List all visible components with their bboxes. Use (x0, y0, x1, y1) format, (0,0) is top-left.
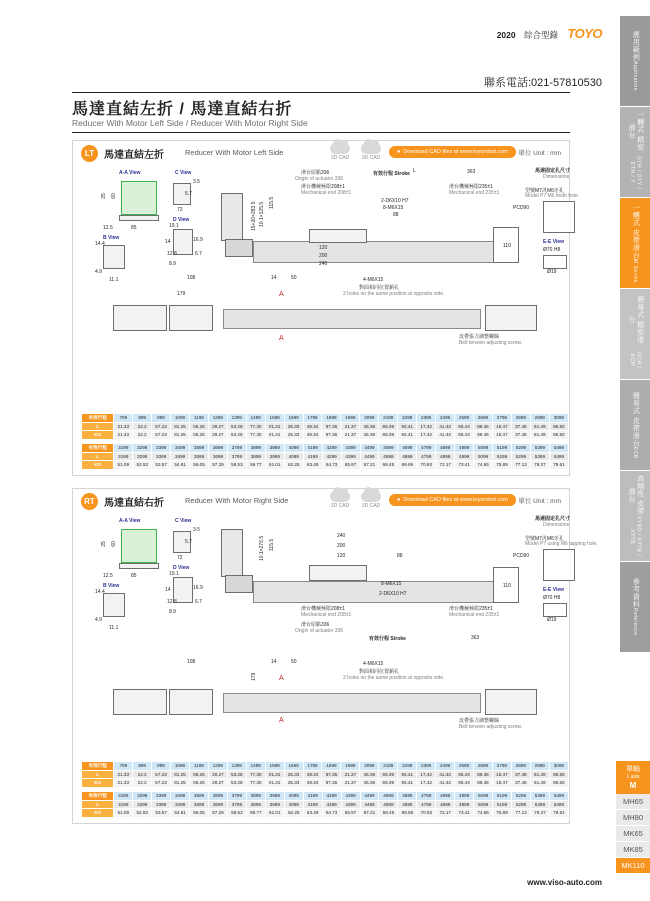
dim-4p9-left: 4.9 (95, 269, 102, 275)
view-label-ee-left: E-E View (543, 239, 565, 245)
download-icon: ● (397, 149, 401, 155)
dim-25-left: 25 (100, 193, 107, 199)
flange-left (543, 201, 575, 233)
dim-11p1-left: 11.1 (109, 277, 119, 283)
motor-left (221, 193, 243, 241)
header-catalog: 綜合型錄 (523, 30, 558, 40)
reducer-left (225, 239, 253, 257)
dim-72-right: 72 (177, 555, 183, 561)
header-year: 2020 (496, 30, 516, 40)
pcd-left: PCD90 (513, 205, 530, 211)
dim-60-left: 60 (110, 193, 117, 199)
dim-3p5-c-right: 3.5 (193, 527, 200, 533)
th-L-r1: L (82, 770, 114, 779)
stroke-label-left: 有效行程 Stroke (373, 171, 410, 177)
cad-2d-right[interactable] (327, 491, 353, 509)
download-cad-label: Download CAD files at www.toyorobot.com (403, 497, 508, 503)
model-mh80[interactable]: MH80 (616, 810, 650, 826)
carriage-left (309, 229, 367, 243)
dim-19p1-right: 19.1 (169, 571, 179, 577)
dim-14b-left: 14 (271, 275, 277, 281)
th-L: L (82, 422, 114, 431)
axis-code: M (629, 780, 637, 790)
dim-14-right: 14 (165, 587, 171, 593)
dim-72-left: 72 (177, 207, 183, 213)
tab-label-en: ECB (632, 446, 639, 459)
hole-2d6-right: 2-D6X10 H7 (379, 591, 407, 597)
dim-363-left: 363 (467, 169, 476, 175)
th-KG-r2: KG (82, 809, 114, 818)
origin-en-right: Origin of actuator 336 (295, 628, 344, 634)
th-L-2: L (82, 452, 114, 461)
page-title: 馬達直結左折 / 馬達直結右折 (72, 101, 293, 118)
mount-note1-right: 型號M7汎M6牙孔 (525, 536, 564, 542)
cad-3d-left[interactable] (358, 143, 384, 161)
dim-12p8-right: 12.8 (167, 599, 177, 605)
cad-3d-label: 3D CAD (361, 503, 381, 509)
dia19-left: Ø19 (547, 269, 557, 275)
view-label-d-left: D View (173, 217, 190, 223)
tab-label-zh: 簡易式 精密滑台 (628, 295, 644, 344)
tab-label-zh: 參考資料 (632, 578, 640, 609)
mech-end-right-zh-right: 滑台機械極限235±1 (449, 606, 493, 612)
view-label-c-right: C View (175, 518, 192, 524)
bottom-reducer-right (169, 689, 213, 715)
dim-200-right: 200 (337, 543, 346, 549)
hole-4m6-l2-right: 2 holes on the same position at opposite side. (343, 675, 445, 681)
tab-label-zh: 一體式 皮帶滑台 (632, 203, 640, 259)
rail-profile-left (253, 241, 503, 263)
mount-note2-left: Model P7 M6 tooth hole. (525, 193, 580, 199)
dim-11p1-right: 11.1 (109, 625, 119, 631)
belt-zh-left: 皮帶張力調整螺絲 (459, 334, 500, 340)
tab-label-zh: 簡易式 皮帶滑台 (632, 391, 640, 447)
tab-label-en: Application (632, 61, 639, 91)
sidebar-item-ecb[interactable] (620, 380, 650, 470)
bottom-rail-right (223, 693, 481, 713)
download-cad-button-right[interactable] (389, 494, 516, 506)
bottom-end-right (485, 689, 537, 715)
dim-88-left: 88 (393, 212, 399, 218)
hole-4m6-l1-right: 對面相同位置銷孔 (359, 669, 400, 675)
download-icon: ● (397, 497, 401, 503)
tab-label-en: GTH / GTY / ETH / Y (629, 155, 642, 189)
sidebar-item-gch-ech[interactable] (620, 289, 650, 379)
mech-end-left-en-left: Mechanical end 208±1 (301, 190, 352, 196)
view-label-aa-right: A-A View (119, 518, 141, 524)
dim-5p7-c-left: 5.7 (185, 191, 192, 197)
dim-5p7-c-right: 5.7 (185, 539, 192, 545)
dim-179-right: 179 (251, 672, 257, 681)
mech-end-right-en-right: Mechanical end 235±1 (449, 612, 500, 618)
stroke-table-2-left: 有效行程 3199 3299 3399 3499 3599 3699 3799 3899 3999 4099 4199 4299 4399 4499 4599 4699 4799 4899 4999 5099 5199 5299 5399 5499 L 3199 3299 3399 3499 3599 3699 3799 3899 3999 4099 4199 4299 4399 4499 4599 4699 4799 4899 4999 5099 5199 5299 5399 5499 KG 51.09 52.53 53.57 54.81 56.05 57.29 58.53 59.77 61.01 62.25 63.49 64.73 65.97 67.21 68.45 69.69 70.93 72.17 73.41 74.65 75.89 77.13 78.37 79.61 (81, 443, 569, 470)
panel-header-left (73, 141, 569, 165)
dim-6p7-left: 6.7 (195, 251, 202, 257)
dim-115p5-left: 115.5 (269, 196, 275, 209)
panel-left-side (72, 140, 580, 476)
section-arrow-a-left: A (279, 291, 284, 298)
hole-4m6-right: 4-M6X15 (363, 661, 384, 667)
dim-120-right: 120 (337, 553, 346, 559)
unit-label-right: 單位 Unit : mm (518, 498, 561, 505)
mech-end-right-zh-left: 滑台機械極限235±1 (449, 184, 493, 190)
mount-en-left: Dimensions (543, 174, 570, 180)
title-divider-bottom (72, 132, 570, 133)
mech-end-left-en-right: Mechanical end 208±1 (301, 612, 352, 618)
dim-50-right: 50 (291, 659, 297, 665)
belt-en-left: Belt tension adjusting screw. (459, 340, 523, 346)
sidebar-item-application[interactable] (620, 16, 650, 106)
sidebar-item-xytb[interactable] (620, 471, 650, 561)
origin-zh-right: 滑台原點336 (301, 622, 330, 628)
tab-label-en: GCH / ECH (629, 352, 642, 369)
panel-right-side (72, 488, 598, 824)
reducer-right (225, 575, 253, 593)
tab-label-en: XYBO / XYTB / XYTB (629, 515, 642, 557)
panel-title-zh-right: 馬達直結右折 (104, 498, 164, 509)
dim-14b-right: 14 (271, 659, 277, 665)
cloud-icon (330, 491, 350, 502)
dim-200-left: 200 (319, 253, 328, 259)
dim-14p4-right: 14.4 (95, 589, 105, 595)
view-label-b-right: B View (103, 583, 120, 589)
drawing-left-side (73, 165, 580, 405)
dim-10p1-left: 10.1×125.5 (259, 201, 265, 227)
section-arrow-a-right: A (279, 675, 284, 682)
dim-25-right: 25 (100, 541, 107, 547)
model-mh65[interactable]: MH65 (616, 794, 650, 810)
sidebar-item-m-series[interactable] (620, 198, 650, 288)
panel-badge-lt: LT (81, 145, 98, 162)
tab-label-en: M Series (632, 258, 639, 283)
dim-240-left: 240 (319, 261, 328, 267)
dim-60-right: 60 (110, 541, 117, 547)
bottom-motor-left (113, 305, 167, 331)
th-stroke-2: 有效行程 (82, 444, 114, 453)
dim-85-right: 85 (131, 573, 137, 579)
model-mk65[interactable]: MK65 (616, 826, 650, 842)
cloud-icon (361, 143, 381, 154)
drawing-right-side (73, 513, 598, 753)
axis-label-zh: 單軸 (626, 766, 640, 773)
carriage-right (309, 565, 367, 581)
sidebar-item-reference[interactable] (620, 562, 650, 652)
dim-16p9-left: 16.9 (193, 237, 203, 243)
flange-right (543, 549, 575, 581)
hole-4m6-l1-left: 對面相同位置銷孔 (359, 285, 400, 291)
unit-label-left: 單位 Unit : mm (518, 150, 561, 157)
dia19-right: Ø19 (547, 617, 557, 623)
hole-2d6-left: 2-D6X10 H7 (381, 198, 409, 204)
cad-2d-left[interactable] (327, 143, 353, 161)
mech-end-left-zh-right: 滑台機械極限208±1 (301, 606, 345, 612)
axis-header (616, 761, 650, 794)
mount-zh-left: 馬達固定孔尺寸 (535, 168, 571, 174)
mount-en-right: Dimensions (543, 522, 570, 528)
dim-15-20-left: 15+20×283.5 (251, 201, 257, 231)
view-label-b-left: B View (103, 235, 120, 241)
dim-6p7-right: 6.7 (195, 599, 202, 605)
belt-zh-right: 皮帶張力調整螺絲 (459, 718, 500, 724)
sidebar-item-gth[interactable] (620, 107, 650, 197)
motor-right (221, 529, 243, 577)
hole-8m6-right: 8-M6X15 (381, 581, 402, 587)
dim-110-left: 110 (503, 243, 511, 249)
panel-title-en-left: Reducer With Motor Left Side (185, 148, 284, 157)
model-selector (616, 761, 650, 901)
mech-end-left-zh-left: 滑台機械極限208±1 (301, 184, 345, 190)
dim-8p9-right: 8.9 (169, 609, 176, 615)
brand-logo: TOYO (567, 26, 602, 41)
footer-url: www.viso-auto.com (527, 878, 602, 887)
b-view-body-right (103, 593, 125, 617)
dim-85-left: 85 (131, 225, 137, 231)
hole-4m6-left: 4-M6X15 (363, 277, 384, 283)
model-mk85[interactable]: MK85 (616, 842, 650, 858)
dim-12p5-right: 12.5 (103, 573, 113, 579)
panel-title-zh-left: 馬達直結左折 (104, 150, 164, 161)
th-KG: KG (82, 431, 114, 440)
dim-14-left: 14 (165, 239, 171, 245)
axis-label-en: 1 axis (626, 774, 640, 781)
dim-363-right: 363 (471, 635, 480, 641)
dim-110-right: 110 (503, 583, 511, 589)
bottom-motor-right (113, 689, 167, 715)
mount-note1-left: 型號M7汎M6牙孔 (525, 188, 564, 194)
dim-14p4-left: 14.4 (95, 241, 105, 247)
stroke-table-2-right: 有效行程 3199 3299 3399 3499 3599 3699 3799 3899 3999 4099 4199 4299 4399 4499 4599 4699 4799 4899 4999 5099 5199 5299 5399 5499 L 3199 3299 3399 3499 3599 3699 3799 3899 3999 4099 4199 4299 4399 4499 4599 4699 4799 4899 4999 5099 5199 5299 5399 5499 KG 51.09 52.53 53.57 54.81 56.05 57.29 58.53 59.77 61.01 62.25 63.49 64.73 65.97 67.21 68.45 69.69 70.93 72.17 73.41 74.65 75.89 77.13 78.37 79.61 (81, 791, 569, 818)
tab-label-zh: 應用範例 (632, 31, 640, 62)
view-label-c-left: C View (175, 170, 192, 176)
section-arrow-a2-left: A (279, 335, 284, 342)
view-label-ee-right: E-E View (543, 587, 565, 593)
model-mk110[interactable]: MK110 (616, 858, 650, 874)
dim-240-right: 240 (337, 533, 346, 539)
aa-section-left (121, 181, 157, 215)
th-L-r2: L (82, 800, 114, 809)
contact-phone: 聯系電話:021-57810530 (483, 77, 602, 89)
aa-section-right (121, 529, 157, 563)
th-stroke: 有效行程 (82, 414, 114, 423)
dia70-right: Ø70 H8 (543, 595, 561, 601)
header-year-catalog (497, 29, 558, 41)
tab-label-zh: 高剛性 皮帶滑台 (628, 475, 644, 516)
origin-zh-left: 滑台原點336 (301, 170, 330, 176)
bottom-end-left (485, 305, 537, 331)
download-cad-label: Download CAD files at www.toyorobot.com (403, 149, 508, 155)
view-label-aa-left: A-A View (119, 170, 141, 176)
panel-title-en-right: Reducer With Motor Right Side (185, 496, 289, 505)
dim-19p1-left: 19.1 (169, 223, 179, 229)
panel-header-right (73, 489, 569, 513)
dim-108-right: 108 (187, 659, 196, 665)
dim-179-left: 179 (177, 291, 186, 297)
section-arrow-a2-right: A (279, 717, 284, 724)
dim-120-left: 120 (319, 245, 328, 251)
tab-label-en: Reference (632, 608, 639, 636)
mech-end-right-en-left: Mechanical end 235±1 (449, 190, 500, 196)
bottom-rail-left (223, 309, 481, 329)
cad-2d-label: 2D CAD (330, 503, 350, 509)
dim-16p9-right: 16.9 (193, 585, 203, 591)
mount-note2-right: Model P7 using M6 tapping hole. (525, 541, 598, 547)
th-stroke-r2: 有效行程 (82, 792, 114, 801)
dim-12p8-left: 12.8 (167, 251, 177, 257)
panel-badge-rt: RT (81, 493, 98, 510)
hole-8m6-left: 8-M6X15 (383, 205, 404, 211)
th-stroke-r1: 有效行程 (82, 762, 114, 771)
cloud-icon (330, 143, 350, 154)
dim-108-left: 108 (187, 275, 196, 281)
aa-base-right (119, 563, 159, 569)
shaft-right (543, 603, 567, 617)
rail-profile-right (253, 581, 503, 603)
b-view-body-left (103, 245, 125, 269)
origin-en-left: Origin of actuator 336 (295, 176, 344, 182)
cloud-icon (361, 491, 381, 502)
mount-zh-right: 馬達固定孔尺寸 (535, 516, 571, 522)
dim-3p5-c-left: 3.5 (193, 179, 200, 185)
belt-en-right: Belt tension adjusting screw. (459, 724, 523, 730)
title-divider-top (72, 92, 570, 93)
aa-base-left (119, 215, 159, 221)
cad-2d-label: 2D CAD (330, 155, 350, 161)
view-label-d-right: D View (173, 565, 190, 571)
th-KG-2: KG (82, 461, 114, 470)
dim-L-left: L (413, 168, 416, 174)
stroke-label-right: 有效行程 Stroke (369, 636, 406, 642)
th-KG-r1: KG (82, 779, 114, 788)
dim-4p9-right: 4.9 (95, 617, 102, 623)
cad-3d-label: 3D CAD (361, 155, 381, 161)
dia70-left: Ø70 H8 (543, 247, 561, 253)
shaft-left (543, 255, 567, 269)
dim-88-right: 88 (397, 553, 403, 559)
dim-50-left: 50 (291, 275, 297, 281)
stroke-table-1-left: 有效行程 799 899 999 1099 1199 1299 1399 1499 1599 1699 1799 1899 1999 2099 2199 2299 2399 2499 2599 2699 2799 2899 2999 3099 L 21.33 22.2 57.23 81.25 05.26 29.27 53.28 77.30 01.31 25.33 49.34 97.36 21.37 45.39 69.39 93.41 17.42 41.43 65.44 89.46 15.47 37.48 61.49 85.50 KG 21.33 22.2 57.23 81.25 05.26 29.27 53.28 77.30 01.31 25.33 49.34 97.36 21.37 45.39 69.39 93.41 17.42 41.43 65.44 89.46 15.47 37.48 61.49 85.50 (81, 413, 569, 440)
stroke-table-1-right: 有效行程 799 899 999 1099 1199 1299 1399 1499 1599 1699 1799 1899 1999 2099 2199 2299 2399 2499 2599 2699 2799 2899 2999 3099 L 21.33 22.2 57.23 81.25 05.26 29.27 53.28 77.30 01.31 25.33 49.34 97.36 21.37 45.39 69.39 93.41 17.42 41.43 65.44 89.46 15.47 37.48 61.49 85.50 KG 21.33 22.2 57.23 81.25 05.26 29.27 53.28 77.30 01.31 25.33 49.34 97.36 21.37 45.39 69.39 93.41 17.42 41.43 65.44 89.46 15.47 37.48 61.49 85.50 (81, 761, 569, 788)
dim-115p5-right: 115.5 (269, 538, 275, 551)
tab-label-zh: 一體式 精密滑台 (628, 111, 644, 152)
dim-8p9-left: 8.9 (169, 261, 176, 267)
dim-12p5-left: 12.5 (103, 225, 113, 231)
cad-3d-right[interactable] (358, 491, 384, 509)
page-subtitle: Reducer With Motor Left Side / Reducer With Motor Right Side (72, 118, 308, 128)
dim-10p1-right: 10.1×276.5 (259, 535, 265, 561)
bottom-reducer-left (169, 305, 213, 331)
hole-4m6-l2-left: 2 holes on the same position at opposite side. (343, 291, 445, 297)
pcd-right: PCD90 (513, 553, 530, 559)
download-cad-button-left[interactable] (389, 146, 516, 158)
